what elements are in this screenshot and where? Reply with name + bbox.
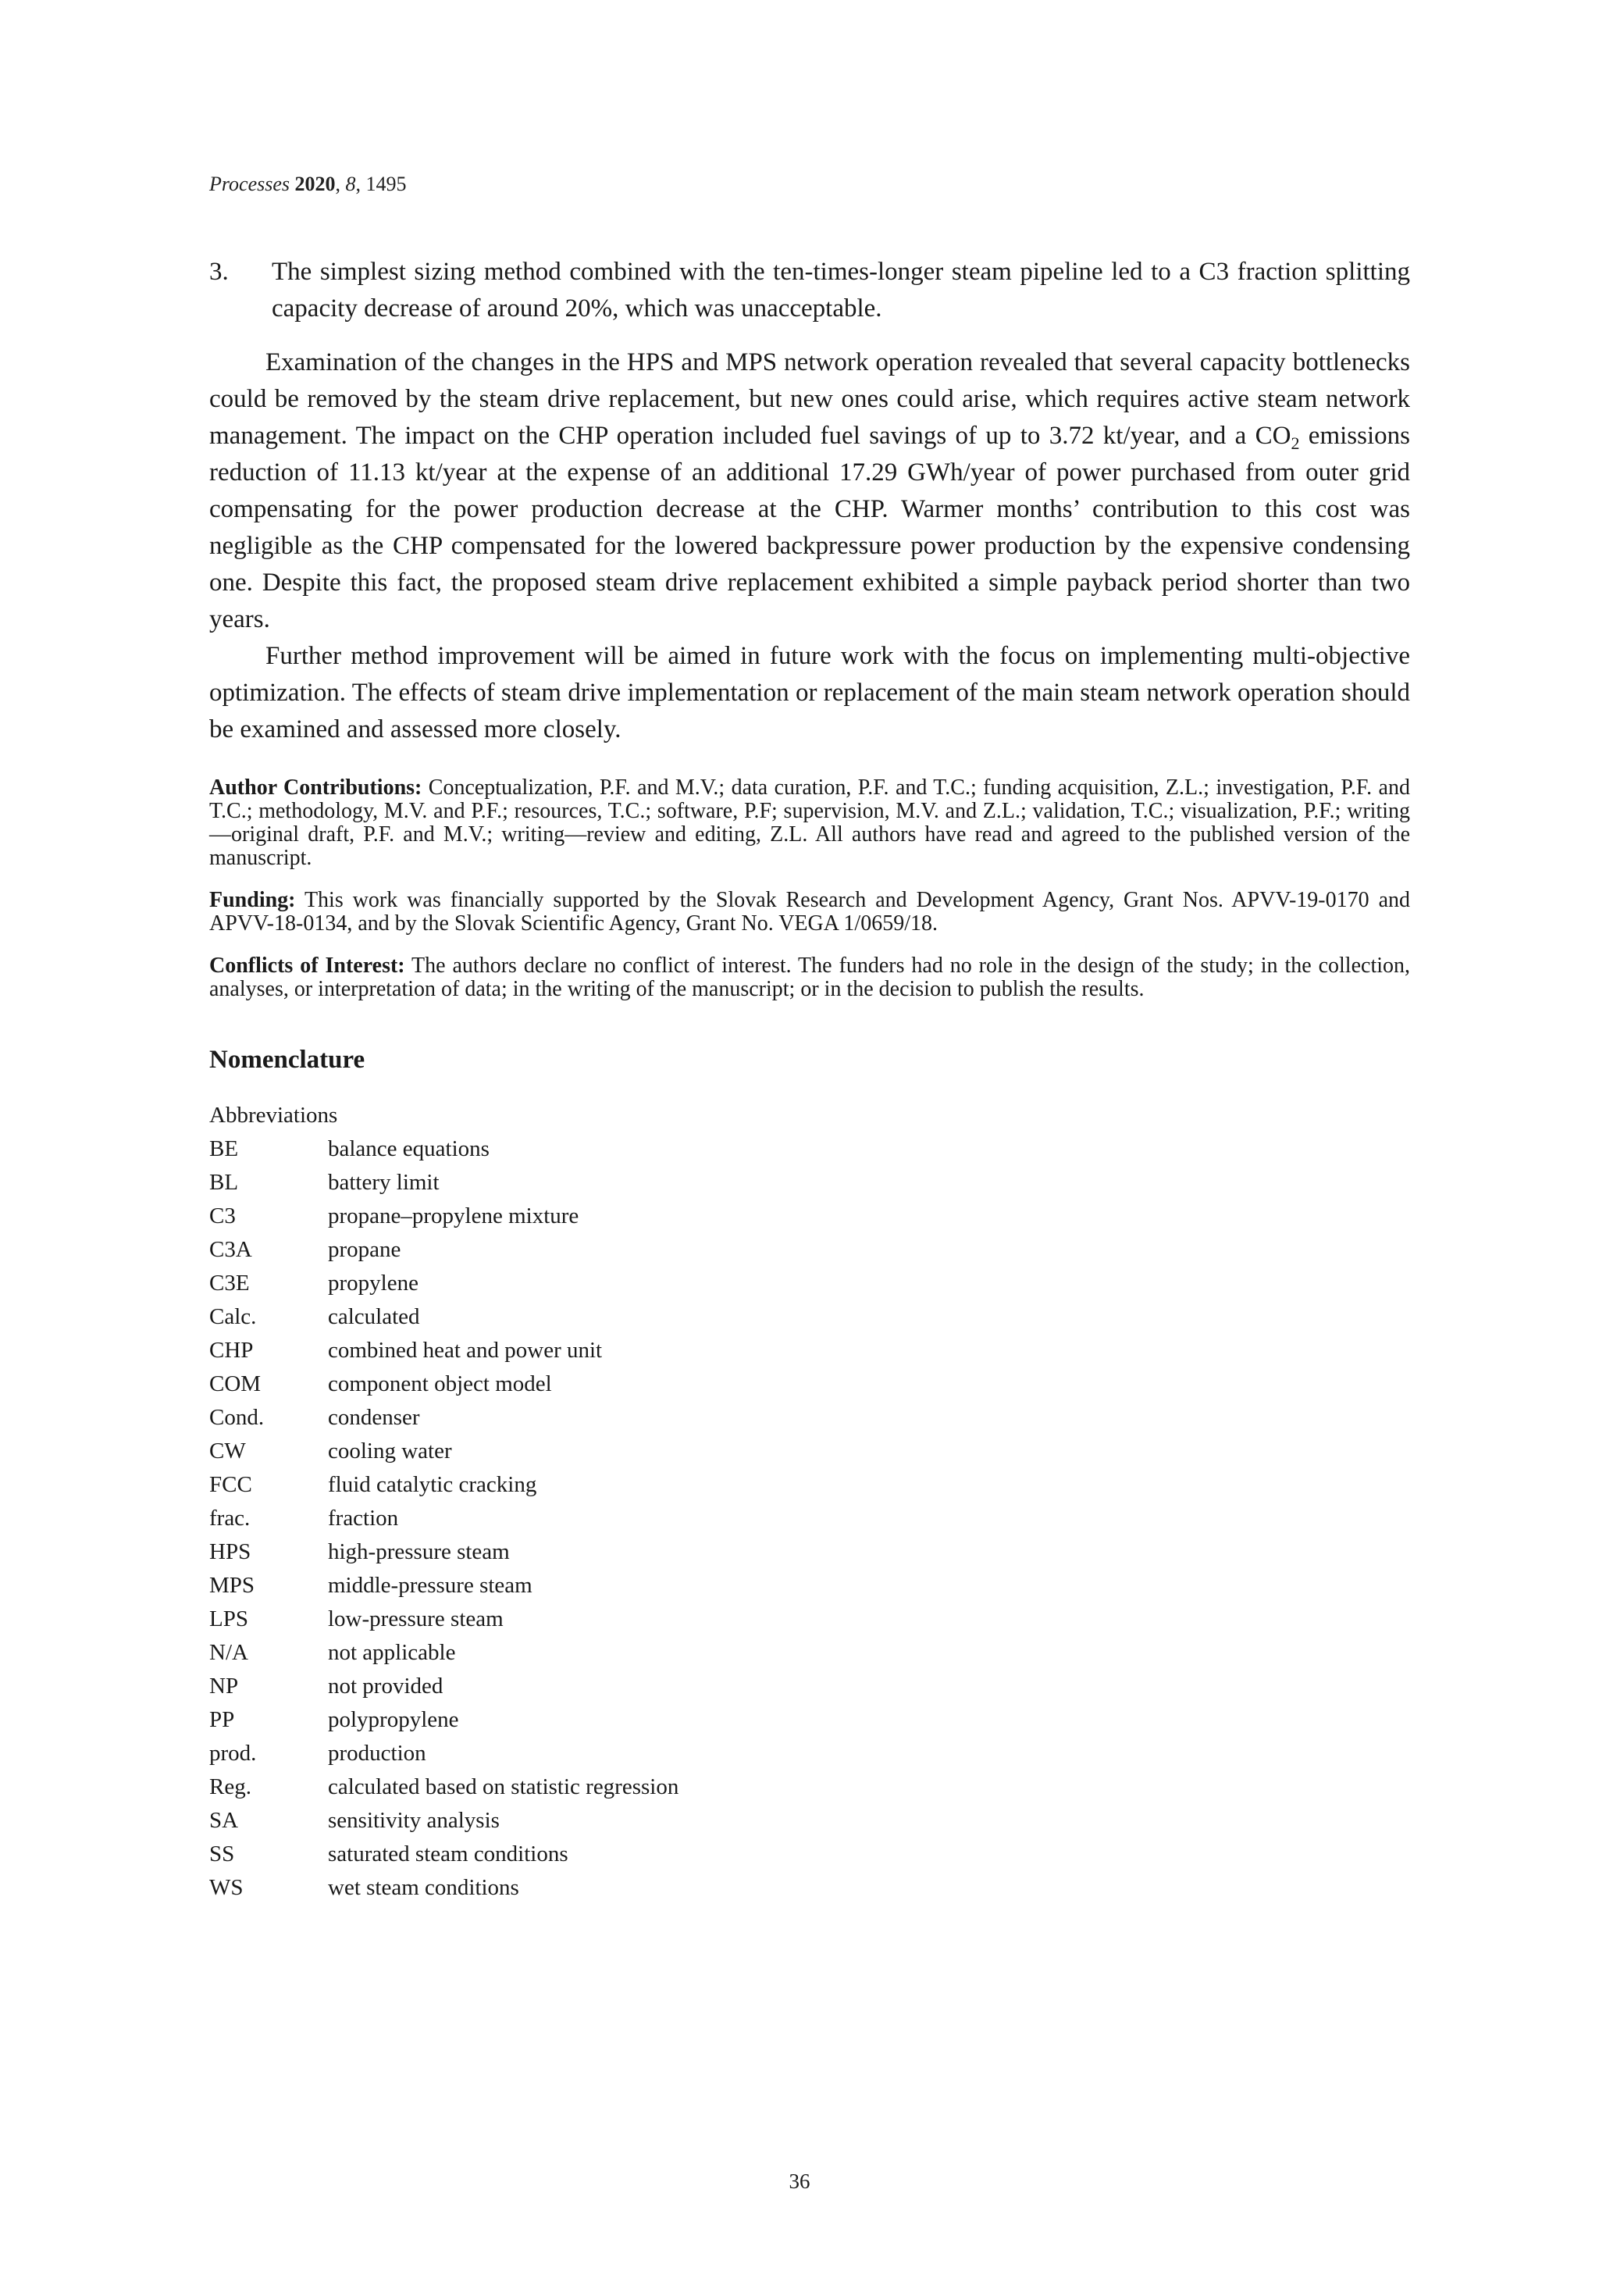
list-item (209, 1636, 1410, 1670)
list-item (209, 1435, 1410, 1468)
conflicts-text: The authors declare no conflict of interest. The funders had no role in the design of the study; in the collection, analyses, or interpretation of data; in the writing of the manuscript; or in the decision to publish the results. (209, 954, 1410, 1001)
abbreviation-definition: fraction (328, 1506, 399, 1531)
conclusion-list-item (209, 254, 1410, 327)
conflicts-label: Conflicts of Interest: (209, 954, 405, 978)
list-item (209, 1569, 1410, 1603)
abbreviation-definition: battery limit (328, 1170, 440, 1195)
paragraph-steam-network (209, 344, 1410, 638)
abbreviation-definition: combined heat and power unit (328, 1338, 603, 1363)
list-item (209, 1838, 1410, 1871)
list-item (209, 1300, 1410, 1334)
journal-name: Processes (209, 173, 290, 195)
abbreviation-definition: production (328, 1741, 426, 1766)
list-item (209, 1367, 1410, 1401)
abbreviation-term: COM (209, 1371, 262, 1396)
abbreviation-definition: high-pressure steam (328, 1539, 510, 1564)
abbreviation-term: SS (209, 1841, 235, 1866)
author-contributions (209, 776, 1410, 870)
abbreviation-term: SA (209, 1808, 239, 1833)
abbreviation-term: C3E (209, 1271, 250, 1296)
list-item (209, 1535, 1410, 1569)
abbreviation-definition: low-pressure steam (328, 1606, 504, 1631)
funding-text: This work was financially supported by the Slovak Research and Development Agency, Grant Nos. APVV-19-0170 and APVV-18-0134, and by the Slovak Scientific Agency, Grant No. VEGA 1/0659/18. (209, 888, 1410, 936)
abbreviation-definition: fluid catalytic cracking (328, 1472, 537, 1497)
abbreviation-definition: calculated based on statistic regression (328, 1774, 679, 1799)
list-item (209, 1871, 1410, 1905)
list-item (209, 1132, 1410, 1166)
abbreviation-term: CHP (209, 1338, 254, 1363)
abbreviation-term: FCC (209, 1472, 252, 1497)
journal-volume: 8 (345, 173, 356, 195)
abbreviation-term: Calc. (209, 1304, 257, 1329)
abbreviation-term: MPS (209, 1573, 255, 1598)
abbreviation-term: Reg. (209, 1774, 251, 1799)
abbreviation-definition: saturated steam conditions (328, 1841, 568, 1866)
abbreviation-term: NP (209, 1674, 239, 1699)
abbreviations-list (209, 1132, 1410, 1905)
list-item (209, 1334, 1410, 1367)
list-item (209, 1737, 1410, 1770)
paragraph-future-work: Further method improvement will be aimed in future work with the focus on implementing multi-objective optimization. The effects of steam drive implementation or replacement of the main steam network operation should be examined and assessed more closely. (209, 642, 1410, 743)
abbreviation-term: WS (209, 1875, 244, 1900)
running-header (209, 172, 407, 197)
abbreviation-definition: propane (328, 1237, 401, 1262)
funding-label: Funding: (209, 888, 296, 912)
list-item (209, 1233, 1410, 1267)
abbreviation-definition: sensitivity analysis (328, 1808, 500, 1833)
list-item-number: 3. (209, 258, 229, 286)
page-number: 36 (789, 2169, 810, 2193)
list-item-text: The simplest sizing method combined with the ten-times-longer steam pipeline led to a C3 fraction splitting capacity decrease of around 20%, which was unacceptable. (272, 258, 1410, 323)
nomenclature-heading: Nomenclature (209, 1046, 365, 1074)
abbreviation-term: LPS (209, 1606, 248, 1631)
conflicts-of-interest (209, 954, 1410, 1001)
list-item (209, 1468, 1410, 1502)
list-item (209, 1804, 1410, 1838)
abbreviations-subheading: Abbreviations (209, 1103, 338, 1128)
abbreviation-definition: balance equations (328, 1136, 490, 1161)
paragraph-text-part2: emissions reduction of 11.13 kt/year at the expense of an additional 17.29 GWh/year of power purchased from outer grid compensating for the power production decrease at the CHP. Warmer months’ contribution to this cost was negligible as the CHP compensated for the lowered backpressure power production by the expensive condensing one. Despite this fact, the proposed steam drive replacement exhibited a simple payback period shorter than two years. (209, 422, 1410, 633)
abbreviation-definition: propane–propylene mixture (328, 1203, 579, 1228)
abbreviation-term: BE (209, 1136, 239, 1161)
list-item (209, 1670, 1410, 1703)
abbreviation-definition: condenser (328, 1405, 420, 1430)
list-item (209, 1200, 1410, 1233)
abbreviation-term: C3A (209, 1237, 252, 1262)
abbreviation-term: CW (209, 1439, 246, 1464)
abbreviation-term: BL (209, 1170, 239, 1195)
abbreviation-term: frac. (209, 1506, 251, 1531)
abbreviation-definition: calculated (328, 1304, 420, 1329)
abbreviation-definition: wet steam conditions (328, 1875, 519, 1900)
journal-year: 2020 (294, 173, 336, 195)
list-item (209, 1502, 1410, 1535)
funding-statement (209, 889, 1410, 936)
main-content (209, 254, 1410, 1905)
article-number: , 1495 (355, 173, 407, 195)
list-item (209, 1166, 1410, 1200)
list-item (209, 1770, 1410, 1804)
abbreviation-term: Cond. (209, 1405, 265, 1430)
abbreviation-term: HPS (209, 1539, 251, 1564)
abbreviation-definition: polypropylene (328, 1707, 459, 1732)
list-item (209, 1703, 1410, 1737)
abbreviation-term: prod. (209, 1741, 257, 1766)
paragraph-text-part1: Examination of the changes in the HPS and MPS network operation revealed that several capacity bottlenecks could be removed by the steam drive replacement, but new ones could arise, which requires active steam network management. The impact on the CHP operation included fuel savings of up to 3.72 kt/year, and a CO (209, 348, 1410, 450)
abbreviation-definition: component object model (328, 1371, 552, 1396)
abbreviation-definition: middle-pressure steam (328, 1573, 532, 1598)
abbreviation-definition: not provided (328, 1674, 443, 1699)
author-contributions-text: Conceptualization, P.F. and M.V.; data curation, P.F. and T.C.; funding acquisition, Z.L.; investigation, P.F. and T.C.; methodology, M.V. and P.F.; resources, T.C.; software, P.F; supervision, M.V. and Z.L.; validation, T.C.; visualization, P.F.; writing—original draft, P.F. and M.V.; writing—review and editing, Z.L. All authors have read and agreed to the published version of the manuscript. (209, 775, 1410, 870)
co2-subscript: 2 (1291, 433, 1300, 453)
list-item (209, 1603, 1410, 1636)
list-item (209, 1401, 1410, 1435)
author-contributions-label: Author Contributions: (209, 775, 422, 800)
abbreviation-term: PP (209, 1707, 235, 1732)
abbreviation-definition: cooling water (328, 1439, 452, 1464)
header-separator: , (335, 173, 341, 195)
list-item (209, 1267, 1410, 1300)
abbreviation-term: N/A (209, 1640, 248, 1665)
abbreviation-term: C3 (209, 1203, 236, 1228)
abbreviation-definition: not applicable (328, 1640, 456, 1665)
abbreviation-definition: propylene (328, 1271, 418, 1296)
